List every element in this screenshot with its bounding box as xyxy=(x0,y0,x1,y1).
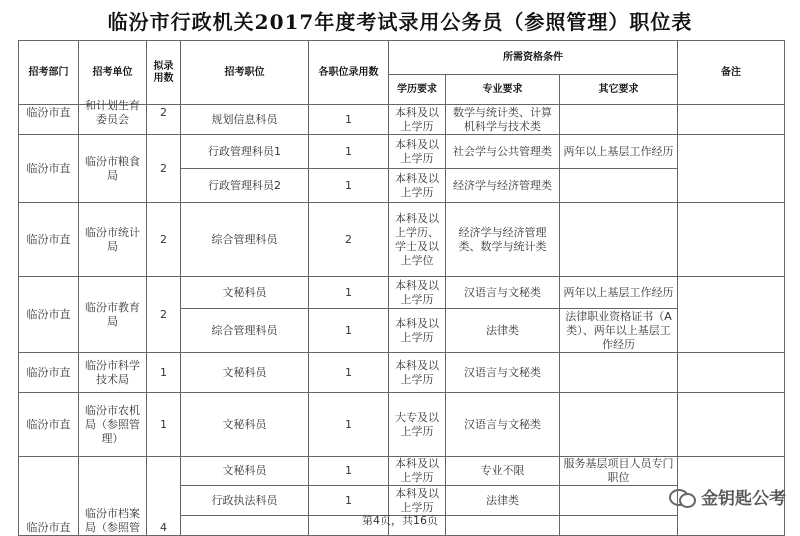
table-row xyxy=(19,135,785,169)
cell-num: 2 xyxy=(309,203,389,277)
cell-dept: 临汾市直 xyxy=(19,457,79,536)
cell-unit: 和计划生育委员会 xyxy=(79,105,147,135)
table-row xyxy=(19,203,785,277)
cell-position: 规划信息科员 xyxy=(181,105,309,135)
cell-edu: 本科及以上学历 xyxy=(389,353,446,393)
cell-count: 4 xyxy=(147,457,181,536)
cell-major: 经济学与经济管理类 xyxy=(446,169,560,203)
cell-num: 1 xyxy=(309,135,389,169)
cell-other xyxy=(560,203,678,277)
cell-edu: 本科及以上学历 xyxy=(389,169,446,203)
table-row xyxy=(19,457,785,486)
table-row xyxy=(19,393,785,457)
cell-dept: 临汾市直 xyxy=(19,393,79,457)
cell-other xyxy=(560,169,678,203)
cell-other xyxy=(560,105,678,135)
cell-major: 法律类 xyxy=(446,309,560,353)
cell-edu: 本科及以上学历 xyxy=(389,457,446,486)
cell-major: 汉语言与文秘类 xyxy=(446,393,560,457)
header-positions-count: 各职位录用数 xyxy=(309,41,389,105)
cell-edu: 本科及以上学历 xyxy=(389,277,446,309)
cell-note xyxy=(678,135,785,203)
cell-count: 1 xyxy=(147,393,181,457)
header-qualifications: 所需资格条件 xyxy=(389,41,678,75)
page-footer: 第4页，共16页 xyxy=(362,514,438,527)
cell-other: 法律职业资格证书（A类）、两年以上基层工作经历 xyxy=(560,309,678,353)
header-dept: 招考部门 xyxy=(19,41,79,105)
cell-num: 1 xyxy=(309,309,389,353)
watermark xyxy=(669,484,786,509)
cell-num: 1 xyxy=(309,169,389,203)
cell-dept: 临汾市直 xyxy=(19,277,79,353)
cell-num: 1 xyxy=(309,457,389,486)
cell-edu: 大专及以上学历 xyxy=(389,393,446,457)
cell-edu: 本科及以上学历 xyxy=(389,309,446,353)
cell-dept: 临汾市直 xyxy=(19,105,79,135)
cell-position: 行政管理科员2 xyxy=(181,169,309,203)
cell-position: 文秘科员 xyxy=(181,353,309,393)
cell-major: 数学与统计类、计算机科学与技术类 xyxy=(446,105,560,135)
cell-major: 汉语言与文秘类 xyxy=(446,353,560,393)
page-title: 临汾市行政机关2017年度考试录用公务员（参照管理）职位表 xyxy=(107,10,693,34)
header-major: 专业要求 xyxy=(446,75,560,105)
header-position: 招考职位 xyxy=(181,41,309,105)
cell-num: 1 xyxy=(309,393,389,457)
header-other: 其它要求 xyxy=(560,75,678,105)
header-unit: 招考单位 xyxy=(79,41,147,105)
cell-other xyxy=(560,486,678,516)
cell-unit: 临汾市教育局 xyxy=(79,277,147,353)
cell-major: 专业不限 xyxy=(446,457,560,486)
cell-note xyxy=(678,203,785,277)
cell-major: 经济学与经济管理类、数学与统计类 xyxy=(446,203,560,277)
cell-position: 文秘科员 xyxy=(181,393,309,457)
cell-other xyxy=(560,353,678,393)
cell-dept: 临汾市直 xyxy=(19,203,79,277)
cell-position: 综合管理科员 xyxy=(181,203,309,277)
cell-count: 1 xyxy=(147,353,181,393)
cell-note xyxy=(678,105,785,135)
table-row xyxy=(19,105,785,135)
cell-unit: 临汾市农机局（参照管理） xyxy=(79,393,147,457)
cell-num: 1 xyxy=(309,353,389,393)
wechat-icon xyxy=(669,487,695,507)
cell-position: 行政管理科员1 xyxy=(181,135,309,169)
cell-other: 两年以上基层工作经历 xyxy=(560,135,678,169)
cell-position: 文秘科员 xyxy=(181,457,309,486)
cell-edu: 本科及以上学历 xyxy=(389,105,446,135)
cell-position: 综合管理科员 xyxy=(181,309,309,353)
watermark-text: 金钥匙公考 xyxy=(701,489,786,509)
cell-edu: 本科及以上学历、学士及以上学位 xyxy=(389,203,446,277)
cell-other: 两年以上基层工作经历 xyxy=(560,277,678,309)
cell-edu: 本科及以上学历 xyxy=(389,135,446,169)
cell-major: 社会学与公共管理类 xyxy=(446,135,560,169)
table-row xyxy=(19,277,785,309)
header-note: 备注 xyxy=(678,41,785,105)
cell-count: 2 xyxy=(147,203,181,277)
header-count: 拟录用数 xyxy=(147,41,181,105)
cell-note xyxy=(678,353,785,393)
cell-num: 1 xyxy=(309,486,389,516)
cell-position: 文秘科员 xyxy=(181,277,309,309)
cell-edu: 本科及以上学历 xyxy=(389,486,446,516)
cell-unit: 临汾市粮食局 xyxy=(79,135,147,203)
cell-dept: 临汾市直 xyxy=(19,135,79,203)
cell-dept: 临汾市直 xyxy=(19,353,79,393)
cell-count: 2 xyxy=(147,135,181,203)
cell-count: 2 xyxy=(147,105,181,135)
cell-count: 2 xyxy=(147,277,181,353)
cell-major: 法律类 xyxy=(446,486,560,516)
cell-unit: 临汾市统计局 xyxy=(79,203,147,277)
cell-note xyxy=(678,393,785,457)
cell-note xyxy=(678,277,785,353)
cell-unit: 临汾市科学技术局 xyxy=(79,353,147,393)
job-table xyxy=(18,40,785,536)
cell-major: 汉语言与文秘类 xyxy=(446,277,560,309)
cell-position: 行政执法科员 xyxy=(181,486,309,516)
cell-unit: 临汾市档案局（参照管 xyxy=(79,457,147,536)
cell-other xyxy=(560,393,678,457)
table-row xyxy=(19,353,785,393)
cell-num: 1 xyxy=(309,277,389,309)
cell-num: 1 xyxy=(309,105,389,135)
cell-other: 服务基层项目人员专门职位 xyxy=(560,457,678,486)
header-education: 学历要求 xyxy=(389,75,446,105)
